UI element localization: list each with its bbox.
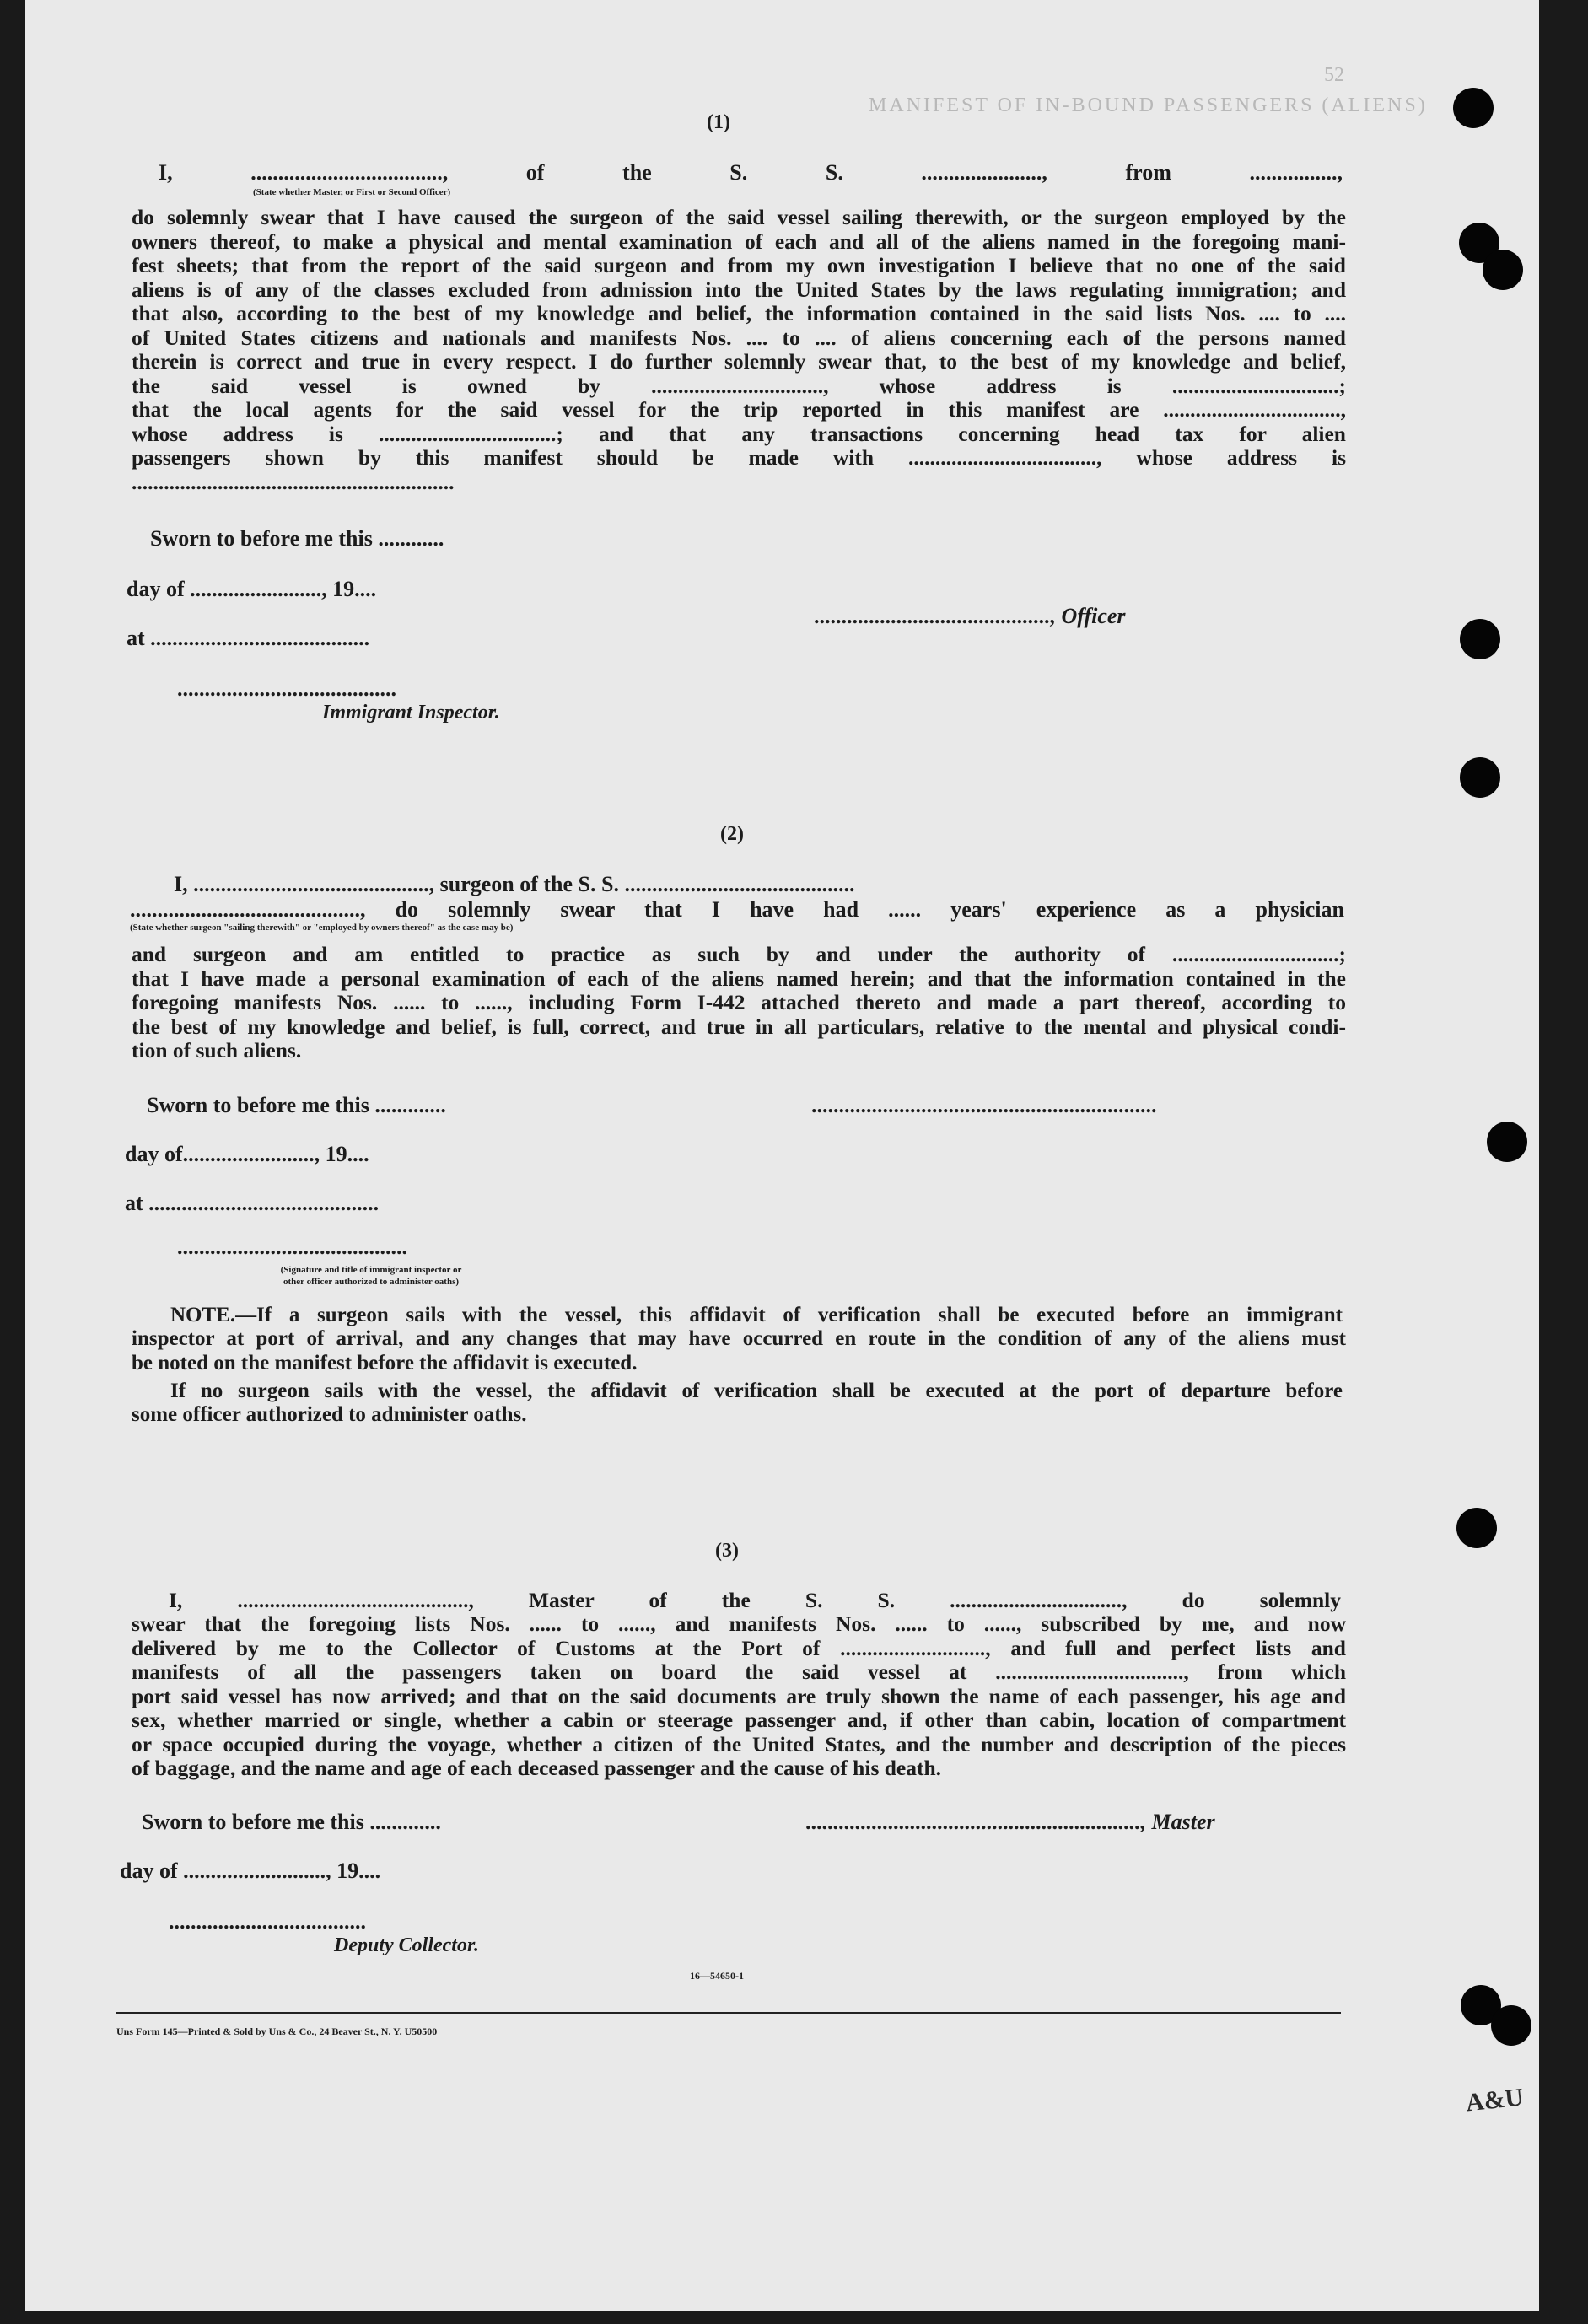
section1-line: aliens is of any of the classes excluded from admission into the United States by the laws regulating immigration; and (132, 277, 1346, 302)
section2-note2-paragraph (170, 1380, 1343, 1404)
punch-hole (1460, 757, 1500, 798)
section2-signature-line: .......................................... (177, 1235, 407, 1259)
section2-sworn: Sworn to before me this ............. (147, 1093, 446, 1117)
section1-at: at ........................................ (127, 626, 370, 650)
section2-note-paragraph (170, 1304, 1343, 1328)
printer-credit: Uns Form 145—Printed & Sold by Uns & Co., 24 Beaver St., N. Y. U50500 (116, 2025, 438, 2037)
punch-hole (1460, 619, 1500, 659)
section3-day: day of .........................., 19.... (120, 1859, 381, 1883)
punch-hole (1453, 88, 1494, 128)
form-code: 16—54650-1 (690, 1970, 744, 1982)
section3-paragraph (132, 1612, 1346, 1781)
section3-line: swear that the foregoing lists Nos. ...... to ......, and manifests Nos. ...... to ......, subscribed by me, and now (132, 1611, 1346, 1636)
note-line: some officer authorized to administer oaths. (132, 1403, 527, 1426)
note-line: NOTE.—If a surgeon sails with the vessel, this affidavit of verification shall be executed before an immigrant (170, 1304, 1343, 1326)
section3-paragraph-first (169, 1589, 1341, 1613)
faint-header-number: 52 (1324, 64, 1344, 86)
section1-line: that the local agents for the said vessel for the trip reported in this manifest are ................................., (132, 397, 1346, 422)
section1-number: (1) (707, 111, 730, 133)
section3-master-line: ............................................................., Master (806, 1810, 1215, 1834)
note-line: If no surgeon sails with the vessel, the affidavit of verification shall be executed at the port of departure before (170, 1380, 1343, 1402)
section2-paragraph (132, 943, 1346, 1063)
section2-signature-note-1: (Signature and title of immigrant inspector or (280, 1265, 462, 1275)
section1-signature-line: ........................................ (177, 676, 396, 701)
section2-line: foregoing manifests Nos. ...... to ......, including Form I-442 attached thereto and made a part thereof, according to (132, 990, 1346, 1014)
section2-day: day of........................, 19.... (125, 1142, 369, 1166)
section1-line: of United States citizens and nationals and manifests Nos. .... to .... of aliens concerning each of the persons named (132, 325, 1346, 350)
section2-line: the best of my knowledge and belief, is full, correct, and true in all particulars, relative to the mental and physical condi- (132, 1014, 1346, 1039)
section1-line: do solemnly swear that I have caused the surgeon of the said vessel sailing therewith, or the surgeon employed by the (132, 205, 1346, 229)
section1-line1-note: (State whether Master, or First or Second Officer) (253, 187, 451, 197)
section1-line: owners thereof, to make a physical and mental examination of each and all of the aliens named in the foregoing mani- (132, 229, 1346, 254)
section1-line: whose address is .................................; and that any transactions concerning head tax for alien (132, 421, 1346, 446)
section3-number: (3) (715, 1540, 739, 1562)
section2-note-paragraph-cont (132, 1327, 1346, 1375)
section2-line1: I, ..........................................., surgeon of the S. S. .......................................... (174, 872, 855, 896)
document-page (25, 0, 1539, 2311)
faint-header-title: MANIFEST OF IN-BOUND PASSENGERS (ALIENS) (869, 94, 1428, 116)
section3-line: port said vessel has now arrived; and that on the said documents are truly shown the name of each passenger, his age and (132, 1683, 1346, 1708)
section2-line2: .........................................., do solemnly swear that I have had ...... years' experience as a physician (130, 897, 1344, 922)
section2-line: that I have made a personal examination of each of the aliens named herein; and that the information contained in the (132, 966, 1346, 991)
section3-line: of baggage, and the name and age of each deceased passenger and the cause of his death. (132, 1756, 942, 1780)
section1-officer-line: ..........................................., Officer (815, 604, 1126, 628)
section1-line: that also, according to the best of my knowledge and belief, the information contained in the said lists Nos. .... to .... (132, 301, 1346, 325)
section1-line1: I, ..................................., of the S. S. ......................, from ................, (159, 160, 1343, 185)
section3-sworn: Sworn to before me this ............. (142, 1810, 441, 1834)
section1-line: passengers shown by this manifest should be made with ..................................., whose address is (132, 445, 1346, 470)
section1-line: fest sheets; that from the report of the said surgeon and from my own investigation I believe that no one of the said (132, 253, 1346, 277)
section2-sworn-signature: ............................................................... (811, 1093, 1157, 1117)
footer-rule (116, 2012, 1341, 2014)
section3-line: I, ..........................................., Master of the S. S. ................................, do solemnly (169, 1588, 1341, 1612)
section1-paragraph (132, 206, 1346, 494)
corner-handwritten-mark: A&U (1464, 2083, 1525, 2117)
section2-note2-paragraph-cont (132, 1403, 1346, 1428)
section3-line: or space occupied during the voyage, whether a citizen of the United States, and the number and description of the pieces (132, 1731, 1346, 1756)
section2-line: tion of such aliens. (132, 1038, 302, 1062)
section1-line: therein is correct and true in every respect. I do further solemnly swear that, to the best of my knowledge and belief, (132, 349, 1346, 374)
section1-sworn: Sworn to before me this ............ (150, 526, 444, 551)
section1-day: day of ........................, 19.... (127, 577, 377, 601)
section3-line: delivered by me to the Collector of Customs at the Port of ..........................., and full and perfect lists and (132, 1635, 1346, 1660)
section1-line: the said vessel is owned by ................................, whose address is ...............................; (132, 373, 1346, 398)
section2-at: at .......................................... (125, 1191, 380, 1215)
section1-line: ............................................................ (132, 469, 455, 494)
note-line: be noted on the manifest before the affidavit is executed. (132, 1351, 638, 1374)
section1-inspector-title: Immigrant Inspector. (322, 702, 500, 724)
section3-line: manifests of all the passengers taken on board the said vessel at ..................................., from which (132, 1660, 1346, 1684)
section2-number: (2) (720, 823, 744, 845)
note-line: inspector at port of arrival, and any changes that may have occurred en route in the condition of any of the aliens must (132, 1327, 1346, 1350)
punch-hole (1483, 250, 1523, 290)
punch-hole (1456, 1508, 1497, 1548)
section3-line: sex, whether married or single, whether a cabin or steerage passenger and, if other than cabin, location of compartment (132, 1708, 1346, 1732)
punch-hole (1491, 2005, 1531, 2046)
section2-line: and surgeon and am entitled to practice as such by and under the authority of ...............................; (132, 942, 1346, 966)
section3-collector-title: Deputy Collector. (334, 1934, 479, 1956)
punch-hole (1487, 1122, 1527, 1162)
section3-signature-line: .................................... (169, 1909, 366, 1934)
section2-signature-note-2: other officer authorized to administer oaths) (283, 1277, 460, 1287)
section2-line2-note: (State whether surgeon "sailing therewith" or "employed by owners thereof" as the case may be) (130, 923, 514, 933)
